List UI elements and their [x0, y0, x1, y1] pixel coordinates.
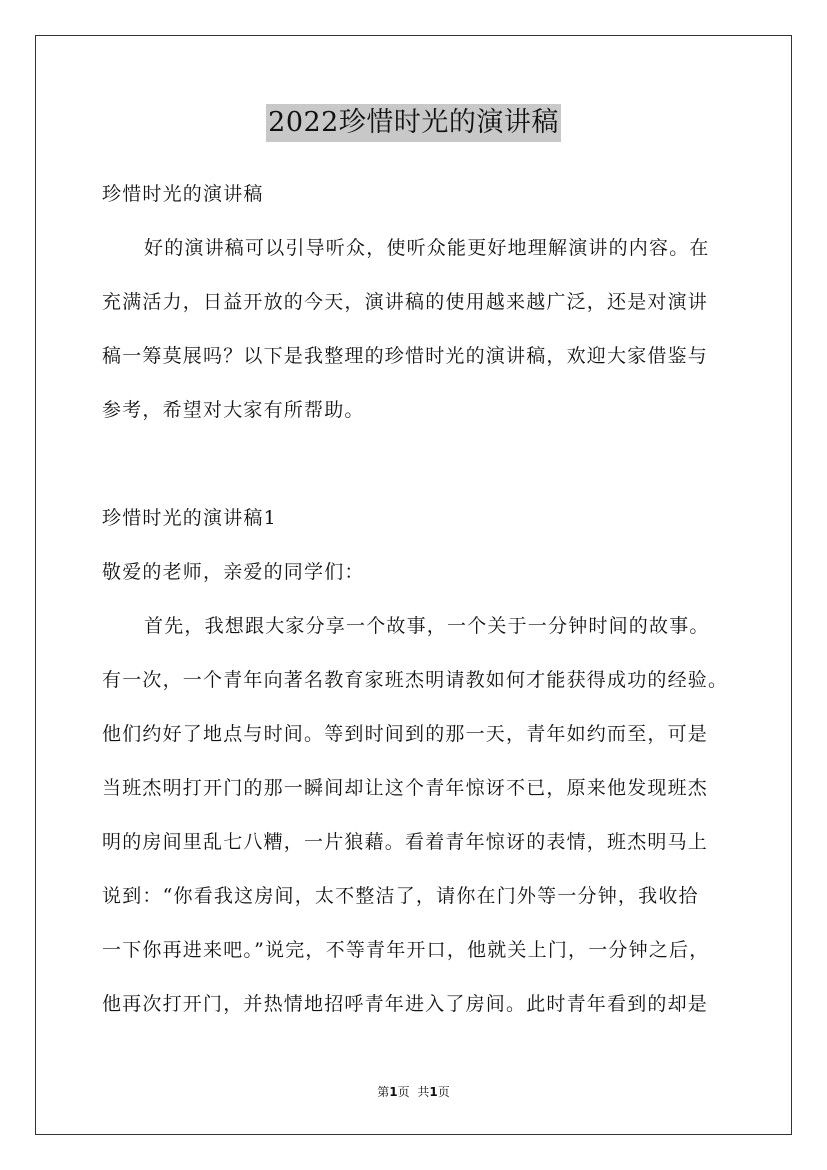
total-suffix: 页 [437, 1085, 450, 1099]
title-container [0, 104, 827, 142]
section-heading: 珍惜时光的演讲稿1 [102, 507, 277, 529]
body-line: 他们约好了地点与时间。等到时间到的那一天，青年如约而至，可是 [102, 723, 709, 745]
page-suffix: 页 [397, 1085, 410, 1099]
body-line: 说到：“你看我这房间，太不整洁了，请你在门外等一分钟，我收拾 [102, 885, 699, 907]
subtitle: 珍惜时光的演讲稿 [102, 183, 264, 205]
document-title: 2022珍惜时光的演讲稿 [266, 104, 561, 142]
intro-line: 好的演讲稿可以引导听众，使听众能更好地理解演讲的内容。在 [144, 237, 710, 259]
salutation: 敬爱的老师，亲爱的同学们： [102, 561, 365, 583]
body-line: 一下你再进来吧。”说完，不等青年开口，他就关上门，一分钟之后， [102, 939, 710, 961]
body-line: 他再次打开门，并热情地招呼青年进入了房间。此时青年看到的却是 [102, 993, 709, 1015]
body-line: 当班杰明打开门的那一瞬间却让这个青年惊讶不已，原来他发现班杰 [102, 777, 709, 799]
page-number: 1 [389, 1085, 398, 1099]
body-line: 首先，我想跟大家分享一个故事，一个关于一分钟时间的故事。 [144, 615, 710, 637]
total-prefix: 共 [417, 1085, 430, 1099]
total-pages: 1 [429, 1085, 438, 1099]
intro-line: 参考，希望对大家有所帮助。 [102, 399, 365, 421]
body-line: 有一次，一个青年向著名教育家班杰明请教如何才能获得成功的经验。 [102, 669, 729, 691]
page-prefix: 第 [377, 1085, 390, 1099]
body-line: 明的房间里乱七八糟，一片狼藉。看着青年惊讶的表情，班杰明马上 [102, 831, 709, 853]
intro-line: 稿一筹莫展吗？以下是我整理的珍惜时光的演讲稿，欢迎大家借鉴与 [102, 345, 709, 367]
intro-line: 充满活力，日益开放的今天，演讲稿的使用越来越广泛，还是对演讲 [102, 291, 709, 313]
page-footer [0, 1084, 827, 1100]
